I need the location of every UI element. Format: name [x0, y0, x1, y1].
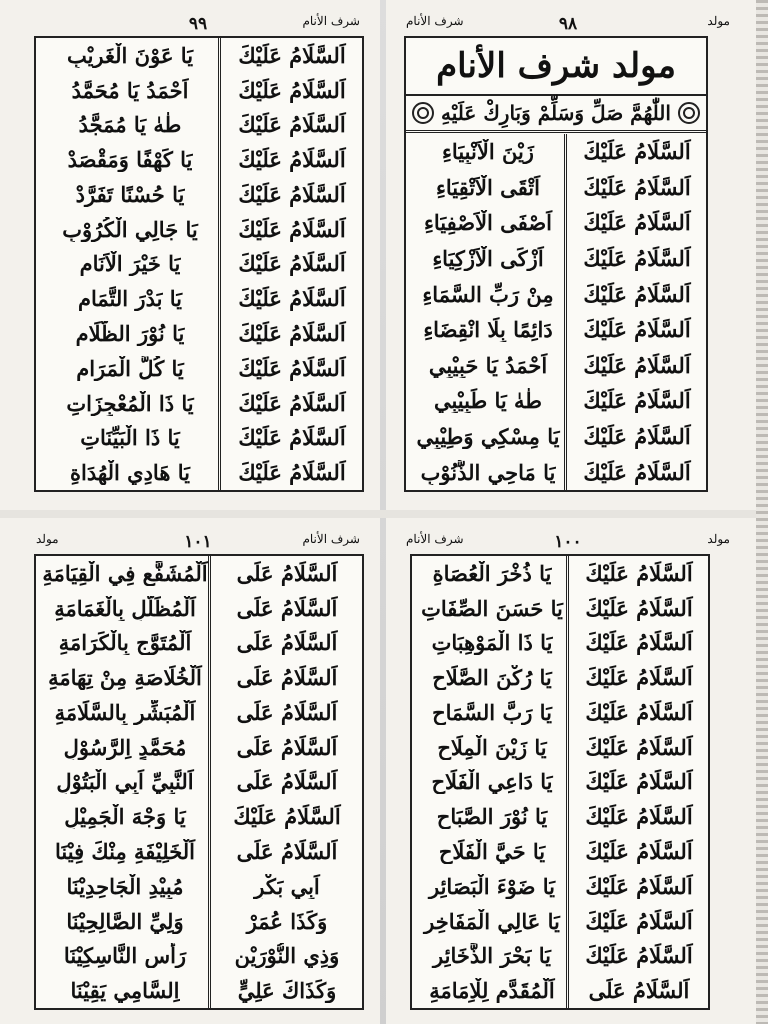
page-98: [398, 6, 738, 500]
epithet-cell: يَا بَدْرَ التَّمَامِ: [78, 286, 182, 312]
verse-row: [412, 938, 708, 973]
salutation-cell: اَلسَّلَامُ عَلَيْكَ: [585, 699, 693, 725]
page-header: [36, 528, 360, 554]
verse-row: [36, 73, 362, 108]
epithet-cell: اَلْخُلَاصَةِ مِنْ تِهَامَةِ: [48, 665, 202, 691]
verse-row: [412, 695, 708, 730]
salutation-cell: اَلسَّلَامُ عَلَيْكَ: [585, 804, 693, 830]
verse-row: [406, 419, 706, 455]
salutation-cell: اَلسَّلَامُ عَلَيْكَ: [583, 139, 691, 165]
verse-row: [36, 660, 362, 695]
epithet-cell: مُبِيْدِ الْجَاحِدِيْنَا: [66, 873, 184, 899]
salutation-cell: اَلسَّلَامُ عَلَى: [588, 978, 690, 1004]
salutation-cell: اَلسَّلَامُ عَلَيْكَ: [585, 943, 693, 969]
salutation-cell: اَلسَّلَامُ عَلَيْكَ: [585, 665, 693, 691]
epithet-cell: يَا زَيْنَ الْمِلَاحِ: [437, 734, 547, 760]
verse-rows: [412, 556, 708, 1008]
epithet-cell: دَائِمًا بِلَا انْقِضَاءِ: [423, 317, 553, 343]
verse-row: [406, 276, 706, 312]
text-frame: [404, 36, 708, 492]
page-number: ١٠٠: [554, 532, 582, 552]
salutation-cell: اَلسَّلَامُ عَلَيْكَ: [238, 425, 346, 451]
epithet-cell: وَلِيِّ الصَّالِحِيْنَا: [66, 908, 184, 934]
salutation-cell: اَلسَّلَامُ عَلَيْكَ: [238, 216, 346, 242]
epithet-cell: اِلسَّامِي يَقِيْنَا: [70, 978, 180, 1004]
verse-row: [412, 904, 708, 939]
salutation-cell: اَلسَّلَامُ عَلَيْكَ: [238, 42, 346, 68]
header-book-title: شرف الأنام: [302, 532, 360, 546]
epithet-cell: يَا حَيَّ الْفَلَاحِ: [438, 839, 546, 864]
header-book-label: مولد: [707, 532, 730, 546]
salutation-cell: اَلسَّلَامُ عَلَى: [236, 560, 338, 586]
verse-rows: [36, 556, 362, 1008]
title-box: [406, 38, 706, 96]
salutation-cell: اَلسَّلَامُ عَلَيْكَ: [585, 560, 693, 586]
salutation-cell: اَلسَّلَامُ عَلَى: [236, 630, 338, 656]
epithet-cell: اَحْمَدُ يَا مُحَمَّدُ: [71, 77, 189, 103]
salutation-cell: اَلسَّلَامُ عَلَيْكَ: [583, 424, 691, 450]
verse-row: [36, 247, 362, 282]
salutation-cell: اَلسَّلَامُ عَلَيْكَ: [585, 873, 693, 899]
verse-row: [36, 834, 362, 869]
epithet-cell: اَتْقَى الْاَتْقِيَاءِ: [435, 174, 540, 200]
page-header: [36, 10, 360, 36]
verse-row: [36, 386, 362, 421]
verse-row: [406, 312, 706, 348]
header-book-title: شرف الأنام: [406, 14, 464, 28]
verse-row: [36, 938, 362, 973]
verse-row: [36, 281, 362, 316]
salutation-cell: اَلسَّلَامُ عَلَيْكَ: [585, 769, 693, 795]
page-100: [398, 524, 738, 1018]
epithet-cell: يَا ذَا الْمُعْجِزَاتِ: [66, 390, 194, 416]
verse-row: [406, 134, 706, 170]
salutation-cell: اَلسَّلَامُ عَلَى: [236, 665, 338, 691]
epithet-cell: اَلْمُظَلَّلِ بِالْغَمَامَةِ: [54, 595, 196, 621]
verse-row: [406, 383, 706, 419]
epithet-cell: يَا جَالِي الْكُرُوْبِ: [62, 216, 198, 242]
salutation-cell: اَلسَّلَامُ عَلَيْكَ: [238, 147, 346, 173]
verse-row: [36, 869, 362, 904]
text-frame: [34, 36, 364, 492]
salutation-cell: اَلسَّلَامُ عَلَيْكَ: [585, 595, 693, 621]
page-header: [406, 528, 730, 554]
epithet-cell: اَحْمَدُ يَا حَبِيْبِي: [428, 352, 548, 378]
salutation-cell: اَلسَّلَامُ عَلَيْكَ: [238, 112, 346, 138]
verse-row: [36, 591, 362, 626]
verse-row: [412, 973, 708, 1008]
salutation-cell: وَذِي النُّوْرَيْنِ: [234, 943, 340, 969]
salutation-cell: وَكَذَاكَ عَلِيٍّ: [237, 978, 337, 1004]
ring-ornament-icon: [678, 102, 700, 124]
verse-row: [36, 556, 362, 591]
epithet-cell: زَيْنَ الْاَنْبِيَاءِ: [442, 139, 534, 165]
text-frame: [34, 554, 364, 1010]
epithet-cell: طٰهٰ يَا طَبِيْبِي: [433, 388, 543, 414]
salutation-cell: اَلسَّلَامُ عَلَى: [236, 734, 338, 760]
verse-row: [36, 765, 362, 800]
epithet-cell: يَا هَادِي الْهُدَاةِ: [70, 460, 190, 486]
salutation-cell: وَكَذَا عُمَرْ: [246, 908, 328, 934]
page-number: ٩٩: [188, 14, 208, 34]
epithet-cell: اَلنَّبِيِّ اَبِي الْبَتُوْلِ: [56, 769, 194, 795]
epithet-cell: يَا عَوْنَ الْغَرِيْبِ: [66, 42, 194, 68]
epithet-cell: اَلْمُقَدَّمِ لِلْاِمَامَةِ: [429, 978, 555, 1004]
salutation-cell: اَلسَّلَامُ عَلَيْكَ: [583, 317, 691, 343]
epithet-cell: طٰهٰ يَا مُمَجَّدُ: [78, 112, 182, 138]
verse-row: [36, 799, 362, 834]
book-main-title: مولد شرف الأنام: [436, 46, 676, 86]
salawat-banner: [406, 96, 706, 133]
salutation-cell: اَلسَّلَامُ عَلَيْكَ: [233, 804, 341, 830]
verse-row: [412, 626, 708, 661]
epithet-cell: يَا مِسْكِي وَطِيْبِي: [416, 424, 560, 450]
salutation-cell: اَلسَّلَامُ عَلَيْكَ: [238, 355, 346, 381]
verse-row: [36, 316, 362, 351]
epithet-cell: يَا حَسَنَ الصِّفَاتِ: [421, 595, 563, 621]
verse-row: [36, 420, 362, 455]
verse-row: [412, 730, 708, 765]
verse-row: [406, 170, 706, 206]
verse-table: [36, 556, 362, 1008]
verse-table: [412, 556, 708, 1008]
page-number: ١٠١: [184, 532, 212, 552]
salutation-cell: اَلسَّلَامُ عَلَيْكَ: [238, 77, 346, 103]
verse-row: [36, 38, 362, 73]
salutation-cell: اَلسَّلَامُ عَلَى: [236, 769, 338, 795]
salutation-cell: اَلسَّلَامُ عَلَيْكَ: [583, 388, 691, 414]
salutation-cell: اَلسَّلَامُ عَلَيْكَ: [583, 210, 691, 236]
salutation-cell: اَلسَّلَامُ عَلَى: [236, 699, 338, 725]
epithet-cell: اَلْمُتَوَّجِ بِالْكَرَامَةِ: [58, 630, 192, 656]
book-edge: [756, 0, 768, 1024]
epithet-cell: يَا ذَا الْبَيِّنَاتِ: [80, 425, 180, 451]
verse-row: [412, 869, 708, 904]
salutation-cell: اَلسَّلَامُ عَلَيْكَ: [238, 286, 346, 312]
epithet-cell: يَا مَاحِي الذُّنُوْبِ: [420, 459, 556, 485]
verse-row: [36, 626, 362, 661]
verse-row: [412, 799, 708, 834]
header-book-title: شرف الأنام: [406, 532, 464, 546]
salawat-text: اللّٰهُمَّ صَلِّ وَسَلِّمْ وَبَارِكْ عَلَيْهِ: [441, 101, 671, 125]
verse-rows: [36, 38, 362, 490]
verse-row: [406, 205, 706, 241]
header-book-label: مولد: [36, 532, 59, 546]
salutation-cell: اَلسَّلَامُ عَلَيْكَ: [583, 246, 691, 272]
page-number: ٩٨: [558, 14, 578, 34]
epithet-cell: اَلْمُبَشِّرِ بِالسَّلَامَةِ: [54, 699, 196, 725]
verse-row: [36, 212, 362, 247]
epithet-cell: يَا نُوْرَ الظَّلَامِ: [75, 321, 185, 346]
salutation-cell: اَلسَّلَامُ عَلَيْكَ: [585, 908, 693, 934]
epithet-cell: رَأْسِ النَّاسِكِيْنَا: [63, 943, 187, 969]
verse-row: [36, 904, 362, 939]
salutation-cell: اَلسَّلَامُ عَلَيْكَ: [583, 281, 691, 307]
verse-row: [36, 973, 362, 1008]
scan-seam: [0, 510, 768, 518]
verse-row: [406, 241, 706, 277]
verse-row: [36, 455, 362, 490]
page-101: [28, 524, 368, 1018]
epithet-cell: يَا نُوْرَ الصَّبَاحِ: [436, 804, 548, 830]
verse-table: [36, 38, 362, 490]
salutation-cell: اَلسَّلَامُ عَلَيْكَ: [238, 251, 346, 277]
verse-row: [412, 834, 708, 869]
verse-table: [406, 134, 706, 490]
verse-row: [412, 765, 708, 800]
verse-row: [406, 454, 706, 490]
epithet-cell: يَا عَالِي الْمَفَاخِرِ: [424, 908, 560, 934]
salutation-cell: اَلسَّلَامُ عَلَى: [236, 595, 338, 621]
epithet-cell: اَلْمُشَفَّعِ فِي الْقِيَامَةِ: [42, 560, 208, 586]
epithet-cell: يَا بَحْرَ الذَّخَائِرِ: [433, 943, 551, 969]
salutation-cell: اَلسَّلَامُ عَلَيْكَ: [238, 390, 346, 416]
epithet-cell: يَا ضَوْءَ الْبَصَائِرِ: [428, 873, 556, 899]
page-99: [28, 6, 368, 500]
header-book-title: شرف الأنام: [302, 14, 360, 28]
salutation-cell: اَلسَّلَامُ عَلَيْكَ: [238, 321, 346, 346]
verse-row: [36, 730, 362, 765]
verse-rows: [406, 134, 706, 490]
ring-ornament-icon: [412, 102, 434, 124]
verse-row: [36, 177, 362, 212]
salutation-cell: اَبِي بَكْرٍ: [254, 873, 320, 899]
epithet-cell: اَلْخَلِيْفَةِ مِنْكَ فِيْنَا: [55, 839, 195, 864]
verse-row: [36, 695, 362, 730]
verse-row: [406, 348, 706, 384]
epithet-cell: مِنْ رَبِّ السَّمَاءِ: [422, 281, 554, 307]
salutation-cell: اَلسَّلَامُ عَلَيْكَ: [585, 630, 693, 656]
salutation-cell: اَلسَّلَامُ عَلَى: [236, 839, 338, 864]
verse-row: [412, 660, 708, 695]
verse-row: [412, 556, 708, 591]
epithet-cell: اَزْكَى الْاَزْكِيَاءِ: [432, 246, 544, 272]
epithet-cell: اَصْفَى الْاَصْفِيَاءِ: [424, 210, 552, 236]
salutation-cell: اَلسَّلَامُ عَلَيْكَ: [583, 459, 691, 485]
epithet-cell: يَا رُكْنَ الصَّلَاحِ: [432, 665, 552, 691]
salutation-cell: اَلسَّلَامُ عَلَيْكَ: [238, 181, 346, 207]
text-frame: [410, 554, 710, 1010]
header-book-label: مولد: [707, 14, 730, 28]
epithet-cell: يَا خَيْرَ الْاَنَامِ: [79, 251, 181, 277]
epithet-cell: يَا ذَا الْمَوْهِبَاتِ: [431, 630, 553, 656]
epithet-cell: يَا دَاعِي الْفَلَاحِ: [431, 769, 553, 795]
epithet-cell: يَا رَبَّ السَّمَاحِ: [432, 699, 552, 725]
verse-row: [36, 108, 362, 143]
epithet-cell: يَا ذُخْرَ الْعُصَاةِ: [432, 560, 552, 586]
epithet-cell: يَا كَهْفًا وَمَقْصَدْ: [67, 147, 193, 173]
epithet-cell: مُحَمَّدٍ اِلرَّسُوْلِ: [63, 734, 187, 760]
salutation-cell: اَلسَّلَامُ عَلَيْكَ: [583, 352, 691, 378]
salutation-cell: اَلسَّلَامُ عَلَيْكَ: [585, 734, 693, 760]
epithet-cell: يَا كُلَّ الْمَرَامِ: [76, 355, 184, 381]
salutation-cell: اَلسَّلَامُ عَلَيْكَ: [583, 174, 691, 200]
epithet-cell: يَا وَجْهَ الْجَمِيْلِ: [64, 804, 186, 830]
verse-row: [36, 351, 362, 386]
page-header: [406, 10, 730, 36]
salutation-cell: اَلسَّلَامُ عَلَيْكَ: [238, 460, 346, 486]
epithet-cell: يَا حُسْنًا تَفَرَّدْ: [75, 181, 185, 207]
verse-row: [36, 142, 362, 177]
salutation-cell: اَلسَّلَامُ عَلَيْكَ: [585, 839, 693, 864]
verse-row: [412, 591, 708, 626]
